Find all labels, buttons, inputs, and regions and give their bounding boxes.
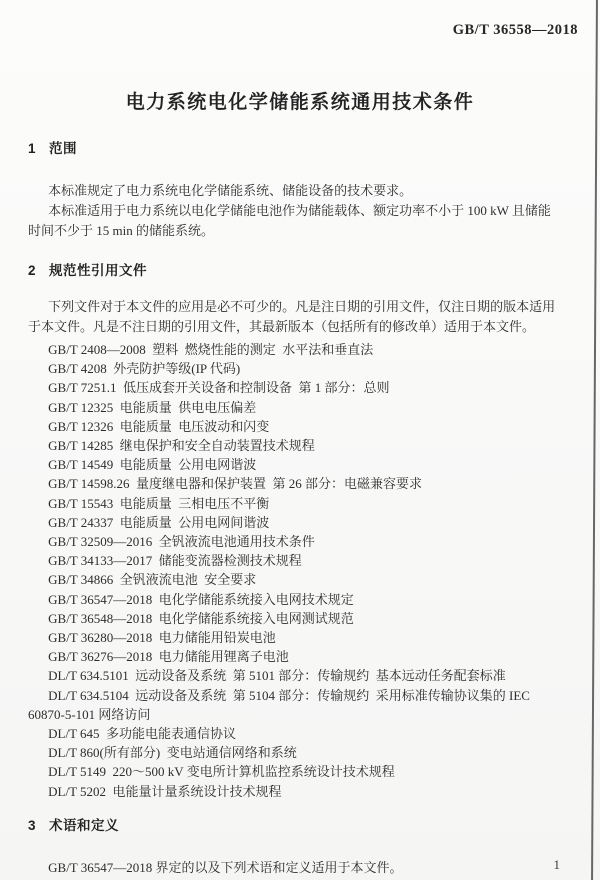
reference-item: GB/T 36276—2018 电力储能用锂离子电池	[48, 649, 289, 665]
section-2-heading	[28, 262, 563, 280]
section-2-title: 规范性引用文件	[49, 263, 148, 278]
reference-item: DL/T 645 多功能电能表通信协议	[48, 726, 237, 742]
reference-item: GB/T 7251.1 低压成套开关设备和控制设备 第 1 部分：总则	[48, 380, 390, 396]
reference-item: GB/T 4208 外壳防护等级(IP 代码)	[48, 361, 241, 377]
terms-paragraph: GB/T 36547—2018 界定的以及下列术语和定义适用于本文件。	[48, 859, 403, 875]
reference-item: GB/T 14549 电能质量 公用电网谐波	[48, 457, 257, 473]
document-body	[28, 140, 563, 878]
reference-item: GB/T 36547—2018 电化学储能系统接入电网技术规定	[48, 591, 354, 607]
normative-references-list	[28, 340, 563, 801]
reference-item: GB/T 34866 全钒液流电池 安全要求	[48, 572, 257, 588]
reference-item: GB/T 34133—2017 储能变流器检测技术规程	[48, 553, 302, 569]
reference-item: DL/T 5202 电能量计量系统设计技术规程	[48, 783, 282, 799]
reference-item: GB/T 32509—2016 全钒液流电池通用技术条件	[48, 534, 315, 550]
reference-item: GB/T 36280—2018 电力储能用铅炭电池	[48, 630, 276, 646]
scope-paragraph-2: 本标准适用于电力系统以电化学储能电池作为储能载体、额定功率不小于 100 kW 且储能时间不少于 15 min 的储能系统。	[28, 203, 551, 238]
reference-item: DL/T 634.5101 远动设备及系统 第 5101 部分：传输规约 基本远动任务配套标准	[48, 668, 506, 684]
reference-item: GB/T 36548—2018 电化学储能系统接入电网测试规范	[48, 610, 354, 626]
reference-item: DL/T 634.5104 远动设备及系统 第 5104 部分：传输规约 采用标准传输协议集的 IEC 60870-5-101 网络访问	[28, 687, 534, 722]
document-title: 电力系统电化学储能系统通用技术条件	[125, 92, 475, 113]
reference-item: GB/T 2408—2008 塑料 燃烧性能的测定 水平法和垂直法	[48, 342, 374, 357]
section-3-number: 3	[28, 817, 37, 833]
references-intro-paragraph: 下列文件对于本文件的应用是必不可少的。凡是注日期的引用文件，仅注日期的版本适用于本文件。凡是不注日期的引用文件，其最新版本（包括所有的修改单）适用于本文件。	[28, 299, 556, 334]
page-number: 1	[553, 857, 560, 872]
standard-code: GB/T 36558—2018	[452, 22, 578, 38]
reference-item: GB/T 15543 电能质量 三相电压不平衡	[48, 495, 270, 511]
scan-edge-line	[591, 0, 598, 880]
section-2-number: 2	[28, 263, 37, 278]
reference-item: GB/T 12326 电能质量 电压波动和闪变	[48, 418, 270, 434]
section-1-heading	[28, 140, 563, 158]
reference-item: GB/T 14598.26 量度继电器和保护装置 第 26 部分：电磁兼容要求	[48, 476, 423, 492]
reference-item: GB/T 14285 继电保护和安全自动装置技术规程	[48, 438, 315, 454]
reference-item: GB/T 12325 电能质量 供电电压偏差	[48, 399, 257, 415]
section-3-title: 术语和定义	[49, 817, 120, 833]
section-1-number: 1	[28, 141, 37, 156]
reference-item: GB/T 24337 电能质量 公用电网间谐波	[48, 514, 270, 530]
reference-item: DL/T 5149 220～500 kV 变电所计算机监控系统设计技术规程	[48, 764, 395, 780]
section-1-title: 范围	[49, 141, 78, 156]
reference-item: DL/T 860(所有部分) 变电站通信网络和系统	[48, 745, 297, 761]
scope-paragraph-1: 本标准规定了电力系统电化学储能系统、储能设备的技术要求。	[48, 183, 413, 198]
section-3-heading	[28, 817, 563, 835]
